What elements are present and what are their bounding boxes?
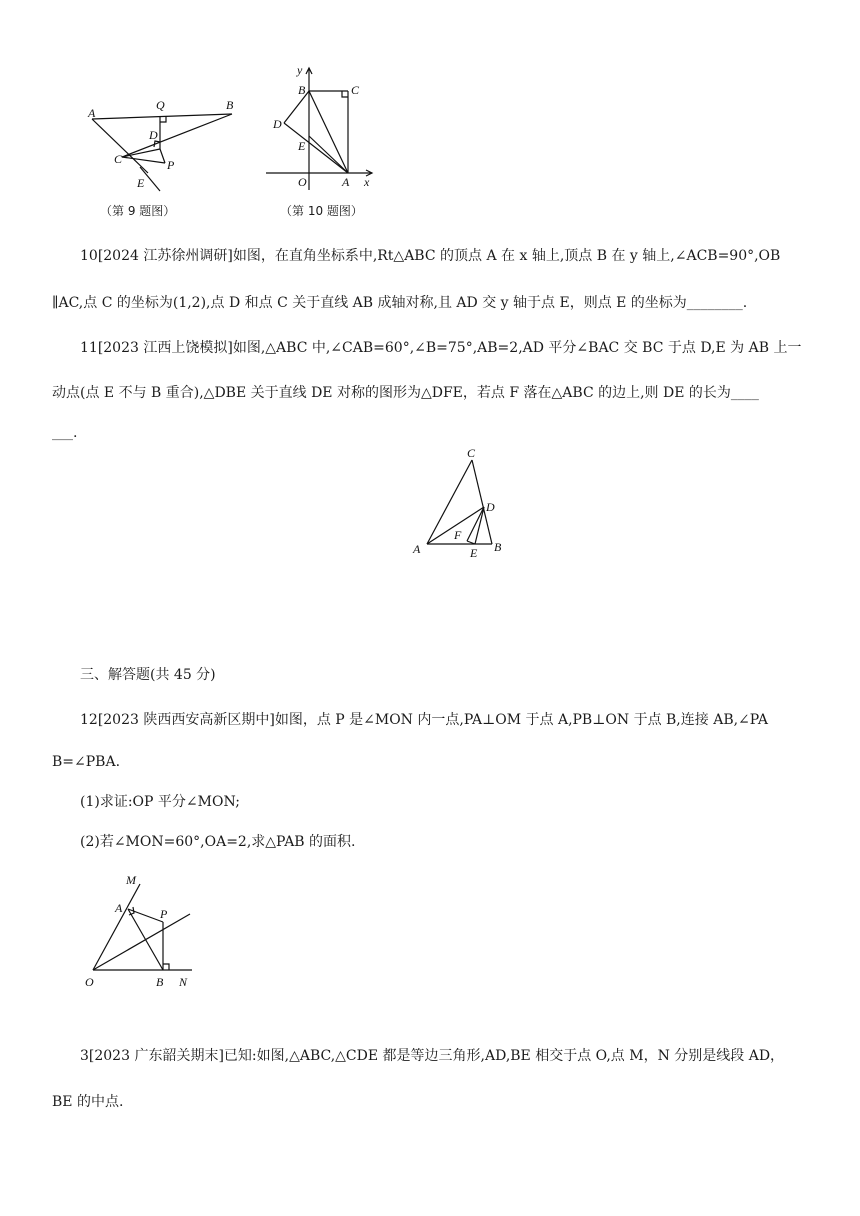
fig11-label-B: B	[494, 540, 502, 554]
fig10-label-x: x	[364, 175, 370, 189]
q12-part-2: (2)若∠MON=60°,OA=2,求△PAB 的面积.	[80, 834, 356, 850]
figure-9	[80, 95, 240, 195]
figure-12	[82, 870, 202, 992]
q10-line-2: ∥AC,点 C 的坐标为(1,2),点 D 和点 C 关于直线 AB 成轴对称,且 AD 交 y 轴于点 E，则点 E 的坐标为________.	[52, 295, 748, 311]
q12-line-1: 12[2023 陕西西安高新区期中]如图，点 P 是∠MON 内一点,PA⊥OM 于点 A,PB⊥ON 于点 B,连接 AB,∠PA	[80, 712, 769, 728]
fig9-label-B: B	[226, 98, 234, 112]
fig10-label-A: A	[342, 175, 350, 189]
fig9-caption: （第 9 题图）	[100, 204, 176, 218]
fig12-label-O: O	[85, 975, 94, 989]
fig10-caption: （第 10 题图）	[280, 204, 363, 218]
figure-11	[405, 445, 515, 563]
fig11-label-A: A	[413, 542, 421, 556]
fig10-label-B: B	[298, 83, 306, 97]
fig9-label-Q: Q	[156, 98, 165, 112]
fig9-label-E: E	[137, 176, 145, 190]
q11-line-2: 动点(点 E 不与 B 重合),△DBE 关于直线 DE 对称的图形为△DFE，若点 F 落在△ABC 的边上,则 DE 的长为____	[52, 385, 759, 401]
fig10-label-y: y	[297, 63, 303, 77]
q12-line-2: B=∠PBA.	[52, 754, 121, 770]
fig10-label-E: E	[298, 139, 306, 153]
fig12-label-B: B	[156, 975, 164, 989]
fig12-label-A: A	[115, 901, 123, 915]
fig11-label-D: D	[486, 500, 495, 514]
fig9-label-A: A	[88, 106, 96, 120]
q11-line-1: 11[2023 江西上饶模拟]如图,△ABC 中,∠CAB=60°,∠B=75°,AB=2,AD 平分∠BAC 交 BC 于点 D,E 为 AB 上一	[80, 340, 802, 356]
fig12-label-N: N	[179, 975, 188, 989]
fig10-label-O: O	[298, 175, 307, 189]
q12-part-1: (1)求证:OP 平分∠MON;	[80, 794, 240, 810]
fig11-label-C: C	[467, 446, 476, 460]
figure-10	[262, 62, 382, 194]
fig9-label-P: P	[167, 158, 175, 172]
fig9-label-D: D	[149, 128, 158, 142]
fig11-label-E: E	[470, 546, 478, 560]
fig10-label-D: D	[273, 117, 282, 131]
fig12-label-P: P	[160, 907, 168, 921]
section-heading: 三、解答题(共 45 分)	[80, 667, 216, 683]
q10-line-1: 10[2024 江苏徐州调研]如图，在直角坐标系中,Rt△ABC 的顶点 A 在 x 轴上,顶点 B 在 y 轴上,∠ACB=90°,OB	[80, 248, 781, 264]
q13-line-1: 3[2023 广东韶关期末]已知:如图,△ABC,△CDE 都是等边三角形,AD,BE 相交于点 O,点 M，N 分别是线段 AD，	[80, 1048, 785, 1064]
q11-line-3: ___.	[52, 425, 78, 441]
fig9-label-C: C	[114, 152, 123, 166]
fig12-label-M: M	[126, 873, 136, 887]
fig11-label-F: F	[454, 528, 462, 542]
q13-line-2: BE 的中点.	[52, 1094, 124, 1110]
fig10-label-C: C	[351, 83, 360, 97]
